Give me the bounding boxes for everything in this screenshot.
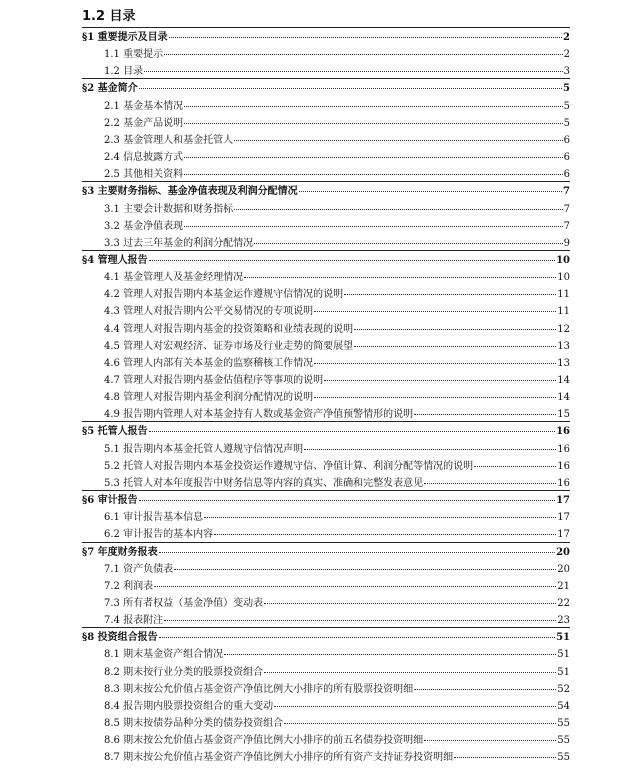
dot-leader bbox=[244, 277, 556, 278]
toc-subsection-entry[interactable] bbox=[104, 200, 570, 216]
dot-leader bbox=[174, 569, 556, 570]
dot-leader bbox=[314, 363, 556, 364]
toc-entry-label: 6.2 审计报告的基本内容 bbox=[104, 529, 214, 541]
toc-entry-label: 4.5 管理人对宏观经济、证券市场及行业走势的简要展望 bbox=[104, 340, 354, 352]
dot-leader bbox=[254, 243, 563, 244]
toc-entry-label: §6 审计报告 bbox=[82, 495, 138, 507]
toc-page-number: 10 bbox=[556, 254, 570, 266]
toc-subsection-entry[interactable] bbox=[104, 560, 570, 576]
toc-subsection-entry[interactable] bbox=[104, 594, 570, 610]
toc-entry-label: 3.3 过去三年基金的利润分配情况 bbox=[104, 237, 254, 249]
toc-entry-label: 4.6 管理人内部有关本基金的监察稽核工作情况 bbox=[104, 357, 314, 369]
toc-page-number: 13 bbox=[557, 357, 570, 369]
toc-entry-label: 4.4 管理人对报告期内基金的投资策略和业绩表现的说明 bbox=[104, 323, 354, 335]
toc-entry-label: 8.3 期末按公允价值占基金资产净值比例大小排序的所有股票投资明细 bbox=[104, 683, 414, 695]
toc-entry-label: 4.2 管理人对报告期内本基金运作遵规守信情况的说明 bbox=[104, 289, 344, 301]
toc-entry-label: 2.4 信息披露方式 bbox=[104, 152, 184, 164]
dot-leader bbox=[264, 672, 556, 673]
dot-leader bbox=[454, 757, 556, 758]
dot-leader bbox=[354, 346, 556, 347]
toc-page-number: 15 bbox=[557, 409, 570, 421]
toc-entry-label: 8.1 期末基金资产组合情况 bbox=[104, 649, 224, 661]
toc-page-number: 16 bbox=[557, 477, 570, 489]
dot-leader bbox=[414, 414, 556, 415]
toc-page-number: 55 bbox=[557, 718, 570, 729]
toc-subsection-entry[interactable] bbox=[104, 525, 570, 541]
toc-page-number: 17 bbox=[557, 529, 570, 541]
toc-page-number: 11 bbox=[557, 289, 570, 301]
toc-page-number: 52 bbox=[557, 683, 570, 695]
toc-page-number: 20 bbox=[557, 563, 570, 575]
dot-leader bbox=[314, 397, 556, 398]
dot-leader bbox=[204, 517, 556, 518]
dot-leader bbox=[184, 226, 563, 227]
dot-leader bbox=[184, 106, 563, 107]
dot-leader bbox=[139, 88, 562, 89]
toc-page-number: 23 bbox=[557, 615, 570, 627]
toc-page-number: 51 bbox=[557, 649, 570, 661]
dot-leader bbox=[164, 620, 556, 621]
section-divider bbox=[82, 78, 570, 79]
section-divider bbox=[82, 542, 570, 543]
toc-entry-label: 4.8 管理人对报告期内基金利润分配情况的说明 bbox=[104, 392, 314, 404]
toc-page-number: 3 bbox=[563, 66, 570, 78]
section-divider bbox=[82, 181, 570, 182]
toc-entry-label: 5.2 托管人对报告期内本基金投资运作遵规守信、净值计算、利润分配等情况的说明 bbox=[104, 460, 474, 472]
toc-page-number: 20 bbox=[556, 546, 570, 558]
toc-page-number: 9 bbox=[563, 237, 570, 249]
toc-page-number: 2 bbox=[563, 49, 570, 61]
dot-leader bbox=[304, 449, 556, 450]
toc-section-entry[interactable] bbox=[82, 543, 570, 559]
toc-subsection-entry[interactable] bbox=[104, 731, 570, 747]
toc-entry-label: 4.1 基金管理人及基金经理情况 bbox=[104, 272, 244, 284]
toc-section-entry[interactable] bbox=[82, 422, 570, 438]
toc-entry-label: §2 基金简介 bbox=[82, 83, 138, 95]
toc-entry-label: 5.3 托管人对本年度报告中财务信息等内容的真实、准确和完整发表意见 bbox=[104, 477, 424, 489]
toc-page-number: 51 bbox=[557, 666, 570, 678]
section-divider bbox=[82, 250, 570, 251]
toc-subsection-entry[interactable] bbox=[104, 405, 570, 421]
dot-leader bbox=[214, 534, 556, 535]
dot-leader bbox=[424, 483, 556, 484]
toc-entry-label: 4.7 管理人对报告期内基金估值程序等事项的说明 bbox=[104, 375, 324, 386]
toc-entry-label: 2.5 其他相关资料 bbox=[104, 169, 184, 181]
toc-entry-label: 4.9 报告期内管理人对本基金持有人数或基金资产净值预警情形的说明 bbox=[104, 409, 414, 421]
dot-leader bbox=[184, 157, 563, 158]
dot-leader bbox=[159, 637, 555, 638]
toc-entry-label: 8.7 期末按公允价值占基金资产净值比例大小排序的所有资产支持证券投资明细 bbox=[104, 752, 454, 764]
dot-leader bbox=[414, 689, 556, 690]
toc-page-number: 21 bbox=[557, 580, 570, 592]
dot-leader bbox=[169, 37, 562, 38]
toc-page-number: 51 bbox=[556, 632, 570, 644]
toc-subsection-entry[interactable] bbox=[104, 663, 570, 679]
toc-subsection-entry[interactable] bbox=[104, 45, 570, 61]
dot-leader bbox=[184, 123, 563, 124]
toc-entry-label: §8 投资组合报告 bbox=[82, 632, 158, 644]
toc-subsection-entry[interactable] bbox=[104, 508, 570, 524]
toc-entry-label: 3.2 基金净值表现 bbox=[104, 220, 184, 232]
toc-entry-label: 5.1 报告期内本基金托管人遵规守信情况声明 bbox=[104, 443, 304, 455]
toc-subsection-entry[interactable] bbox=[104, 268, 570, 284]
toc-page-number: 16 bbox=[557, 443, 570, 455]
toc-page-number: 11 bbox=[557, 306, 570, 318]
toc-page-number: 14 bbox=[557, 392, 570, 404]
toc-subsection-entry[interactable] bbox=[104, 148, 570, 164]
toc-subsection-entry[interactable] bbox=[104, 337, 570, 353]
dot-leader bbox=[324, 380, 556, 381]
toc-page-number: 6 bbox=[563, 169, 570, 181]
toc-page-number: 5 bbox=[563, 100, 570, 112]
dot-leader bbox=[164, 54, 563, 55]
toc-subsection-entry[interactable] bbox=[104, 611, 570, 627]
toc-page-number: 17 bbox=[556, 495, 570, 507]
toc-entry-label: 8.6 期末按公允价值占基金资产净值比例大小排序的前五名债券投资明细 bbox=[104, 735, 424, 747]
section-divider bbox=[82, 421, 570, 422]
dot-leader bbox=[149, 431, 555, 432]
toc-page-number: 7 bbox=[563, 220, 570, 232]
toc-entry-label: 4.3 管理人对报告期内公平交易情况的专项说明 bbox=[104, 306, 314, 318]
toc-subsection-entry[interactable] bbox=[104, 320, 570, 336]
dot-leader bbox=[159, 552, 555, 553]
toc-subsection-entry[interactable] bbox=[104, 748, 570, 764]
toc-subsection-entry[interactable] bbox=[104, 714, 570, 730]
toc-subsection-entry[interactable] bbox=[104, 354, 570, 370]
toc-subsection-entry[interactable] bbox=[104, 388, 570, 404]
toc-entry-label: 8.5 期末按债券品种分类的债券投资组合 bbox=[104, 718, 284, 729]
toc-subsection-entry[interactable] bbox=[104, 131, 570, 147]
dot-leader bbox=[264, 603, 556, 604]
toc-page-number: 55 bbox=[557, 752, 570, 764]
toc-subsection-entry[interactable] bbox=[104, 457, 570, 473]
toc-subsection-entry[interactable] bbox=[104, 97, 570, 113]
dot-leader bbox=[234, 209, 563, 210]
toc-page-number: 16 bbox=[556, 426, 570, 438]
toc-entry-label: 1.1 重要提示 bbox=[104, 49, 164, 61]
toc-section-entry[interactable] bbox=[82, 182, 570, 198]
toc-entry-label: 2.1 基金基本情况 bbox=[104, 100, 184, 112]
toc-entry-label: 7.1 资产负债表 bbox=[104, 563, 174, 575]
toc-page-number: 6 bbox=[563, 134, 570, 146]
section-divider bbox=[82, 490, 570, 491]
toc-section-entry[interactable] bbox=[82, 251, 570, 267]
toc-section-entry[interactable] bbox=[82, 628, 570, 644]
toc-page-number: 54 bbox=[557, 700, 570, 712]
toc-entry-label: §5 托管人报告 bbox=[82, 426, 148, 438]
dot-leader bbox=[139, 500, 555, 501]
toc-page-number: 10 bbox=[557, 272, 570, 284]
toc-page-number: 13 bbox=[557, 340, 570, 352]
toc-entry-label: 8.2 期末按行业分类的股票投资组合 bbox=[104, 666, 264, 678]
toc-entry-label: 8.4 报告期内股票投资组合的重大变动 bbox=[104, 700, 274, 712]
dot-leader bbox=[299, 191, 562, 192]
toc-subsection-entry[interactable] bbox=[104, 234, 570, 250]
toc-subsection-entry[interactable] bbox=[104, 440, 570, 456]
toc-page-number: 5 bbox=[563, 117, 570, 129]
toc-page-number: 22 bbox=[557, 597, 570, 609]
dot-leader bbox=[274, 706, 556, 707]
toc-subsection-entry[interactable] bbox=[104, 371, 570, 387]
dot-leader bbox=[149, 260, 555, 261]
dot-leader bbox=[224, 654, 556, 655]
dot-leader bbox=[284, 723, 556, 724]
dot-leader bbox=[234, 140, 563, 141]
toc-entry-label: §3 主要财务指标、基金净值表现及利润分配情况 bbox=[82, 186, 298, 198]
section-divider bbox=[82, 627, 570, 628]
toc-subsection-entry[interactable] bbox=[104, 285, 570, 301]
toc-entry-label: 3.1 主要会计数据和财务指标 bbox=[104, 203, 234, 215]
dot-leader bbox=[184, 174, 563, 175]
toc-entry-label: 6.1 审计报告基本信息 bbox=[104, 512, 204, 524]
toc-subsection-entry[interactable] bbox=[104, 165, 570, 181]
toc-page-number: 12 bbox=[557, 323, 570, 335]
toc-page-number: 6 bbox=[563, 152, 570, 164]
toc-entry-label: §1 重要提示及目录 bbox=[82, 32, 168, 43]
dot-leader bbox=[474, 466, 556, 467]
toc-subsection-entry[interactable] bbox=[104, 577, 570, 593]
dot-leader bbox=[344, 294, 556, 295]
toc-section-entry[interactable] bbox=[82, 28, 570, 44]
toc-subsection-entry[interactable] bbox=[104, 474, 570, 490]
section-heading: 1.2 目录 bbox=[82, 9, 136, 24]
toc-subsection-entry[interactable] bbox=[104, 114, 570, 130]
toc-subsection-entry[interactable] bbox=[104, 217, 570, 233]
toc-entry-label: 1.2 目录 bbox=[104, 66, 144, 78]
toc-entry-label: 7.2 利润表 bbox=[104, 580, 154, 592]
toc-page-number: 5 bbox=[563, 83, 570, 95]
dot-leader bbox=[354, 329, 556, 330]
toc-page-number: 7 bbox=[563, 186, 570, 198]
toc-page-number: 55 bbox=[557, 735, 570, 747]
toc-entry-label: 2.3 基金管理人和基金托管人 bbox=[104, 134, 234, 146]
toc-subsection-entry[interactable] bbox=[104, 680, 570, 696]
toc-section-entry[interactable] bbox=[82, 79, 570, 95]
toc-entry-label: §4 管理人报告 bbox=[82, 254, 148, 266]
toc-page-number: 2 bbox=[563, 32, 570, 43]
toc-page-number: 17 bbox=[557, 512, 570, 524]
toc-page-number: 16 bbox=[557, 460, 570, 472]
toc-entry-label: §7 年度财务报表 bbox=[82, 546, 158, 558]
toc-entry-label: 2.2 基金产品说明 bbox=[104, 117, 184, 129]
dot-leader bbox=[154, 586, 556, 587]
toc-subsection-entry[interactable] bbox=[104, 697, 570, 713]
toc-subsection-entry[interactable] bbox=[104, 645, 570, 661]
dot-leader bbox=[144, 71, 563, 72]
dot-leader bbox=[314, 311, 556, 312]
toc-subsection-entry[interactable] bbox=[104, 62, 570, 78]
toc-section-entry[interactable] bbox=[82, 491, 570, 507]
toc-subsection-entry[interactable] bbox=[104, 302, 570, 318]
toc-page-number: 7 bbox=[563, 203, 570, 215]
dot-leader bbox=[424, 740, 556, 741]
toc-entry-label: 7.3 所有者权益（基金净值）变动表 bbox=[104, 597, 264, 609]
section-divider bbox=[82, 27, 570, 28]
toc-page-number: 14 bbox=[557, 375, 570, 386]
toc-entry-label: 7.4 报表附注 bbox=[104, 615, 164, 627]
